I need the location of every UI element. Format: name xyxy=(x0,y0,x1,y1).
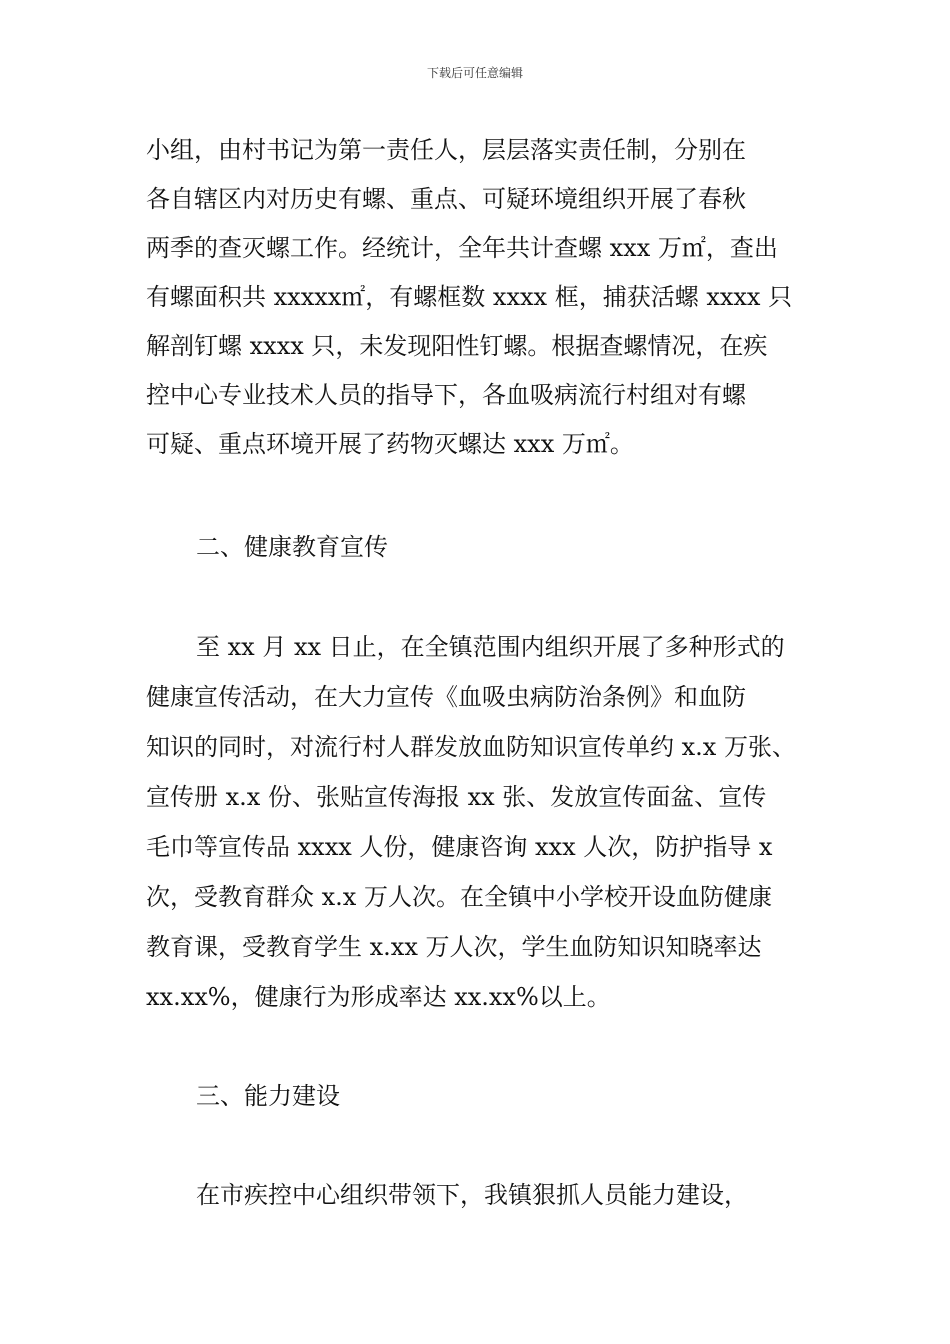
paragraph-line: 可疑、重点环境开展了药物灭螺达 xxx 万㎡。 xyxy=(146,430,634,458)
paragraph-line: 控中心专业技术人员的指导下，各血吸病流行村组对有螺 xyxy=(146,381,746,409)
paragraph-line: 毛巾等宣传品 xxxx 人份，健康咨询 xxx 人次，防护指导 x xyxy=(146,833,773,861)
header-note: 下载后可任意编辑 xyxy=(426,66,523,80)
paragraph-line: 宣传册 x.x 份、张贴宣传海报 xx 张、发放宣传面盆、宣传 xyxy=(146,783,767,811)
paragraph-line: 小组，由村书记为第一责任人，层层落实责任制，分别在 xyxy=(146,136,746,164)
section-heading: 二、健康教育宣传 xyxy=(196,533,388,561)
paragraph-line: 知识的同时，对流行村人群发放血防知识宣传单约 x.x 万张、 xyxy=(146,733,796,761)
paragraph-line: 至 xx 月 xx 日止，在全镇范围内组织开展了多种形式的 xyxy=(196,633,785,661)
section-heading: 三、能力建设 xyxy=(196,1082,340,1110)
paragraph-line: 健康宣传活动，在大力宣传《血吸虫病防治条例》和血防 xyxy=(146,683,746,711)
paragraph-line: 次，受教育群众 x.x 万人次。在全镇中小学校开设血防健康 xyxy=(146,883,772,911)
paragraph-line: 两季的查灭螺工作。经统计，全年共计查螺 xxx 万㎡，查出 xyxy=(146,234,778,262)
paragraph-line: 有螺面积共 xxxxx㎡，有螺框数 xxxx 框，捕获活螺 xxxx 只 xyxy=(146,283,793,311)
paragraph-line: xx.xx%，健康行为形成率达 xx.xx%以上。 xyxy=(146,983,611,1011)
paragraph-line: 各自辖区内对历史有螺、重点、可疑环境组织开展了春秋 xyxy=(146,185,746,213)
paragraph-line: 教育课，受教育学生 x.xx 万人次，学生血防知识知晓率达 xyxy=(146,933,762,961)
paragraph-line: 在市疾控中心组织带领下，我镇狠抓人员能力建设， xyxy=(196,1181,748,1209)
paragraph-line: 解剖钉螺 xxxx 只，未发现阳性钉螺。根据查螺情况，在疾 xyxy=(146,332,768,360)
